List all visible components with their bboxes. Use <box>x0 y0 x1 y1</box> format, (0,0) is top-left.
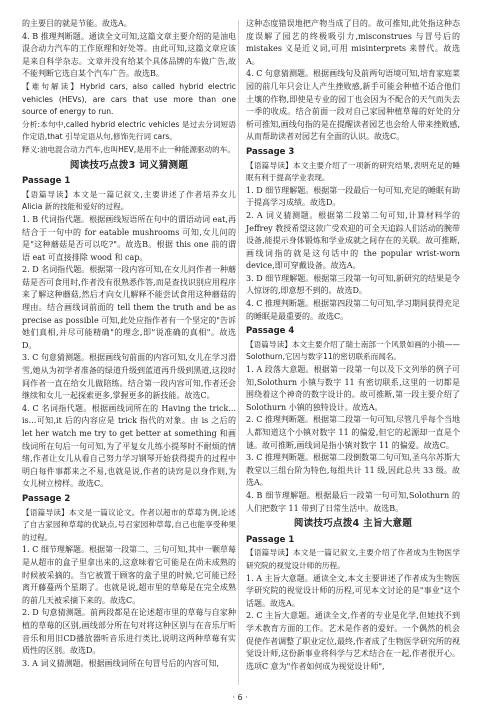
paragraph: 1. A 段落大意题。根据第一段第一句以及下文列举的例子可知,Solothurn 小镇与数字 11 有密切联系,这里的一切都是围绕着这个神奇的数字设计的。故可推断,第一段主要介绍了 Solothurn 小镇的独特设计。故选A。 <box>246 365 460 412</box>
paragraph: 2. D 名词指代题。根据第一段内容可知,在女儿问作者一种蘑菇是否可食用时,作者没有很熟悉作答,而是查找识别应用程序来了解这种蘑菇,然后才向女儿解释不能尝试食用这种蘑菇的理由。结合画线词前面的 tell them the truth and be as precise as possible 可知,此处应指作者有一个坚定的"告诉她们真相,并尽可能精确"的理念,即"说准确的真相"。故选D。 <box>22 265 236 350</box>
paragraph: 4. B 推理判断题。通读全文可知,这篇文章主要介绍的是油电混合动力汽车的工作原理和好处等。由此可知,这篇文章应该是来自科学杂志。文章并没有给某个具体品牌的车做广告,故不能判断它选自某个汽车广告。故选B。 <box>22 31 236 79</box>
left-column <box>22 18 236 670</box>
paragraph: 3. A 词义猜测题。根据画线词所在句冒号后的内容可知, <box>22 658 220 668</box>
right-column <box>246 18 460 673</box>
paragraph: 4. C 句意猜测题。根据画线句及前两句语境可知,培育家庭菜园的前几年只会让人产生挫败感,新手可能会种植不适合他们土壤的作物,即使是专业的园丁也会因为不配合的天气而失去一季的收成。结合前面一段对自己家园种植草莓的好处的分析可推知,画线句指的是在提醒读者园艺也会给人带来挫败感,从而帮助读者对园艺有全面的认识。故选C。 <box>246 69 460 142</box>
paragraph: 【语篇导读】本文是一篇记叙文,主要介绍了作者成为生物医学研究院的视觉设计师的历程。 <box>246 548 460 570</box>
paragraph: 2. C 主旨大意题。通读全文,作者的专业是化学,但她找不到学术教育方面的工作。艺术是作者的爱好。一个偶然的机会促使作者调整了职业定位,最终,作者成了生物医学研究所的视觉设计师,这份新事业将科学与艺术结合在一起,作者很开心。选项C 意为"作者如何成为视觉设计师", <box>246 611 460 671</box>
paragraph: 4. C 名词指代题。根据画线词所在的 Having the trick... is...可知,it 后的内容应是 trick 指代的对象。由 is 之后的 let her watch me try to get better at something 和画线词所在句后一句可知,为了平复女儿练小提琴时不耐烦的情绪,作者让女儿从看自己努力学习钢琴开始获得提升的过程中明白每件事都来之不易,也就是说,作者的诀窍是以身作则,为女儿树立榜样。故选C。 <box>22 403 236 489</box>
paragraph: 1. B 代词指代题。根据画线短语所在句中的谓语动词 eat,再结合于一句中的 for eatable mushrooms 可知,女儿问的是"这种蘑菇是否可以吃?"。故选B。根据 this one 前的谓语 eat 可直接排除 wood 和 cap。 <box>22 214 236 262</box>
passage-heading: Passage 1 <box>22 176 71 187</box>
column-divider <box>238 20 239 685</box>
paragraph: 1. D 细节理解题。根据第一段最后一句可知,充足的睡眠有助于提高学习成绩。故选D。 <box>246 185 460 208</box>
paragraph: 【语篇导读】本文主要介绍了瑞士南部一个风景如画的小镇——Solothurn,它因与数字11的密切联系而闻名。 <box>246 339 460 362</box>
paragraph: 3. D 细节理解题。根据第三段第一句可知,新研究的结果是令人惊讶的,即意想不到的。故选D。 <box>246 273 460 296</box>
paragraph: 3. C 句意猜测题。根据画线句前面的内容可知,女儿在学习滑雪,她从为初学者准备的绿道升级到蓝道再升级到黑道,这段时间作者一直在给女儿做陪练。结合第一段内容可知,作者还会继续和女儿一起探索更多,掌握更多的新技能。故选C。 <box>22 353 236 401</box>
paragraph: 1. C 细节理解题。根据第一段第二、三句可知,其中一颗草莓是从超市的盒子里拿出来的,这意味着它可能是在尚未成熟的时候被采摘的。当它被置于顾客的盒子里的时候,它可能已经离开藤蔓两个星期了。也就是说,超市里的草莓是在完全成熟的前几天被采摘下来的。故选C。 <box>22 545 236 605</box>
passage-heading: Passage 2 <box>22 493 71 504</box>
paragraph: 这种态度错误地把产物当成了目的。故可推知,此处指这种态度误解了园艺的终极吸引力,misconstrues 与冒号后的 mistakes 义是近义词,可用 misinterprets 来替代。故选A。 <box>246 19 460 66</box>
section-heading: 阅读技巧点拨3 词义猜测题 <box>69 159 189 171</box>
passage-heading: Passage 4 <box>246 326 295 337</box>
paragraph: 分析:本句中,called hybrid electric vehicles 是过去分词短语作定语,that 引导定语从句,修饰先行词 cars。 <box>22 119 236 142</box>
passage-heading: Passage 3 <box>246 146 295 157</box>
paragraph: 1. A 主旨大意题。通读全文,本文主要讲述了作者成为生物医学研究院的视觉设计师的历程,可见本文讨论的是"事业"这个话题。故选A。 <box>246 573 460 608</box>
paragraph: 2. C 推理判断题。根据第二段第一句可知,尽管几乎每个当地人都知道这个小镇对数字 11 的偏爱,但它的起源却一直是个谜。故可推断,画线词是指小镇对数字 11 的偏爱。故选C。 <box>246 415 460 450</box>
paragraph: 4. C 推理判断题。根据第四段第二句可知,学习期间获得充足的睡眠是最重要的。故选C。 <box>246 299 460 321</box>
page-number: · 6 · <box>232 693 248 702</box>
paragraph: 释义:油电混合动力汽车,也叫HEV,是用不止一种能源驱动的车。 <box>22 144 235 154</box>
paragraph: 3. C 推理判断题。根据第二段倒数第二句可知,圣乌尔苏斯大教堂以三组台阶为特色,每组共计 11 级,因此总共 33 级。故选A。 <box>246 453 460 488</box>
paragraph: 【语篇导读】本文是一篇记叙文,主要讲述了作者培养女儿 Alicia 新的技能和爱好的过程。 <box>22 189 236 212</box>
paragraph: 4. B 细节理解题。根据最后一段第一句可知,Solothurn 的人们把数字 11 带到了日常生活中。故选B。 <box>246 490 460 513</box>
paragraph: 【语篇导读】本文主要介绍了一项新的研究结果,表明充足的睡眠有利于提高学业表现。 <box>246 160 460 183</box>
paragraph: 2. D 句意猜测题。前两段都是在论述超市里的草莓与自家种植的草莓的区别,画线部分所在句对将这种区别与在音乐厅听音乐和用旧CD播放器听音乐进行类比,说明这两种草莓有实质性的区别。故选D。 <box>22 608 236 656</box>
section-heading: 阅读技巧点拨4 主旨大意题 <box>293 518 413 530</box>
paragraph: 【语篇导读】本文是一篇议论文。作者以超市的草莓为例,论述了自古家园种草莓的优缺点,号召家园种草莓,自己也能享受种果的过程。 <box>22 507 236 542</box>
paragraph: 的主要目的就是节能。故选A。 <box>22 19 132 28</box>
paragraph: 【难句解读】Hybrid cars, also called hybrid electric vehicles (HEVs), are cars that use more than one source of energy to run. <box>22 81 236 117</box>
passage-heading: Passage 1 <box>246 534 295 545</box>
paragraph: 2. A 词义猜测题。根据第二段第二句可知,计算材料学的 Jeffrey 教授希望这款广受欢迎的可全天追踪人们活动的腕带设备,能提示身体锻炼和学业成就之间存在的关联。故可推断,画线词指的就是这句话中的 the popular wrist-worn device,即可穿戴设备。故选A。 <box>246 210 460 271</box>
